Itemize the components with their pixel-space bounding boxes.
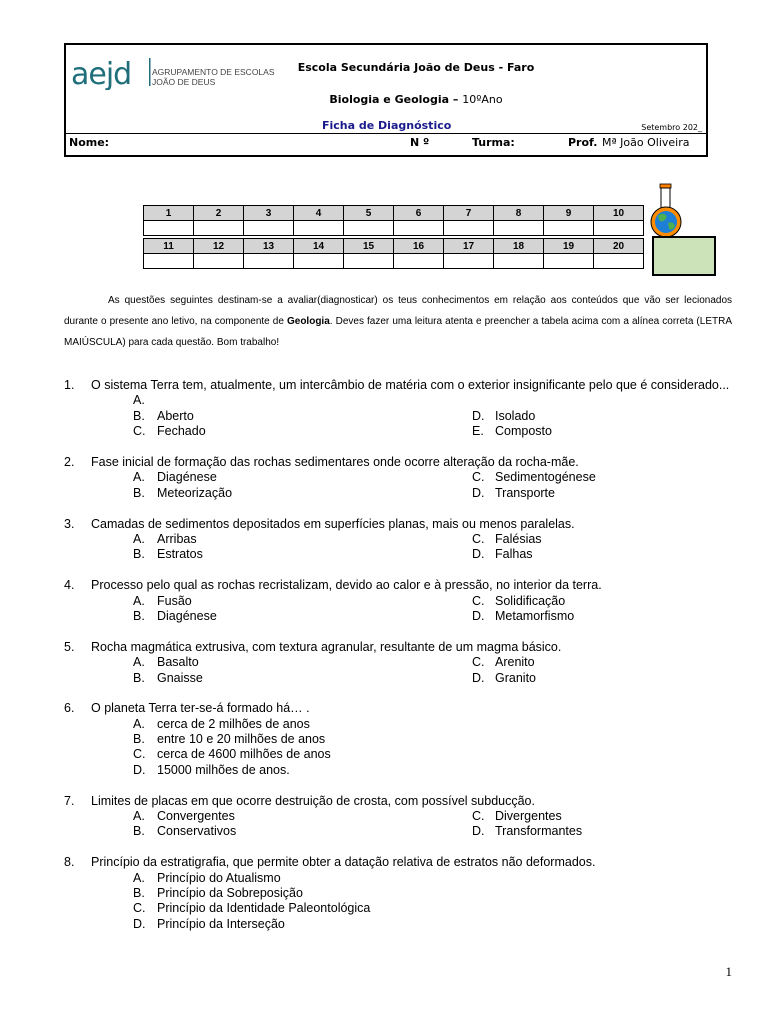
student-info-row bbox=[66, 133, 706, 155]
question-text: O planeta Terra ter-se-á formado há… . bbox=[91, 701, 310, 716]
option-text: Metamorfismo bbox=[495, 608, 575, 623]
option-text: Transformantes bbox=[495, 824, 583, 839]
answer-option bbox=[64, 871, 734, 886]
grid-question-number: 17 bbox=[444, 239, 494, 254]
school-name: Escola Secundária João de Deus - Faro bbox=[297, 61, 535, 74]
questions-list bbox=[64, 378, 734, 948]
grid-question-number: 7 bbox=[444, 206, 494, 221]
option-letter: C. bbox=[472, 470, 485, 485]
question-number: 5. bbox=[64, 639, 75, 654]
option-letter: D. bbox=[133, 762, 146, 777]
answer-option bbox=[64, 747, 734, 762]
grid-question-number: 14 bbox=[294, 239, 344, 254]
option-text: Transporte bbox=[495, 485, 555, 500]
option-letter: C. bbox=[472, 809, 485, 824]
option-letter: B. bbox=[133, 608, 145, 623]
option-letter: C. bbox=[472, 593, 485, 608]
answer-option-row bbox=[64, 547, 734, 562]
answer-option-row bbox=[64, 609, 734, 624]
numero-label: N º bbox=[410, 136, 430, 149]
option-letter: A. bbox=[133, 470, 145, 485]
logo-letters: aejd bbox=[71, 57, 132, 90]
answer-grid bbox=[143, 205, 644, 269]
option-text: Sedimentogénese bbox=[495, 470, 596, 485]
answer-option-row bbox=[64, 424, 734, 439]
option-text: Falhas bbox=[495, 547, 533, 562]
grid-answer-cell[interactable] bbox=[294, 254, 344, 269]
logo-caption-line1: AGRUPAMENTO DE ESCOLAS bbox=[152, 67, 275, 77]
option-text: Divergentes bbox=[495, 809, 562, 824]
grade-box bbox=[652, 236, 716, 276]
option-text: Granito bbox=[495, 670, 536, 685]
option-text: Convergentes bbox=[157, 809, 235, 824]
option-letter: D. bbox=[472, 824, 485, 839]
grid-answer-cell[interactable] bbox=[544, 221, 594, 236]
question-number: 2. bbox=[64, 454, 75, 469]
option-text: entre 10 e 20 milhões de anos bbox=[157, 732, 326, 747]
question-text: Processo pelo qual as rochas recristalizam, devido ao calor e à pressão, no interior da terra. bbox=[91, 578, 602, 593]
option-letter: A. bbox=[133, 870, 145, 885]
option-text: Basalto bbox=[157, 655, 199, 670]
subject-name: Biologia e Geologia bbox=[329, 93, 450, 106]
question-item bbox=[64, 701, 734, 778]
page-number: 1 bbox=[725, 964, 732, 979]
option-text: Arenito bbox=[495, 655, 535, 670]
option-letter: D. bbox=[472, 485, 485, 500]
option-text: Diagénese bbox=[157, 470, 217, 485]
option-letter: B. bbox=[133, 408, 145, 423]
grid-question-number: 19 bbox=[544, 239, 594, 254]
grid-answer-cell[interactable] bbox=[494, 254, 544, 269]
option-letter: B. bbox=[133, 824, 145, 839]
option-text: Estratos bbox=[157, 547, 203, 562]
answer-option-row bbox=[64, 824, 734, 839]
option-text: Conservativos bbox=[157, 824, 237, 839]
grid-answer-cell[interactable] bbox=[194, 221, 244, 236]
prof-label: Prof. bbox=[568, 136, 598, 149]
grid-question-number: 2 bbox=[194, 206, 244, 221]
question-text: Fase inicial de formação das rochas sedimentares onde ocorre alteração da rocha-mãe. bbox=[91, 454, 579, 469]
grid-question-number: 10 bbox=[594, 206, 644, 221]
option-letter: B. bbox=[133, 547, 145, 562]
option-letter: B. bbox=[133, 670, 145, 685]
question-number: 1. bbox=[64, 378, 75, 392]
question-text: O sistema Terra tem, atualmente, um intercâmbio de matéria com o exterior insignificante pelo que é considerado... bbox=[91, 378, 730, 392]
flask-globe-icon bbox=[648, 183, 688, 239]
grid-question-number: 8 bbox=[494, 206, 544, 221]
grid-answer-cell[interactable] bbox=[344, 254, 394, 269]
answer-option-row bbox=[64, 671, 734, 686]
option-letter: C. bbox=[472, 655, 485, 670]
option-text: Princípio da Interseção bbox=[157, 916, 285, 931]
grid-answer-cell[interactable] bbox=[244, 221, 294, 236]
answer-option bbox=[64, 917, 734, 932]
option-letter: A. bbox=[133, 809, 145, 824]
option-text: Aberto bbox=[157, 408, 194, 423]
option-text: Arribas bbox=[157, 531, 197, 546]
grid-question-number: 5 bbox=[344, 206, 394, 221]
instructions-paragraph bbox=[64, 290, 732, 353]
question-text: Rocha magmática extrusiva, com textura agranular, resultante de um magma básico. bbox=[91, 639, 562, 654]
option-text: Princípio da Identidade Paleontológica bbox=[157, 901, 371, 916]
intro-text-1: As questões seguintes destinam-se a avaliar(diagnosticar) os teus conhecimentos em relação aos conteúdos que vão ser lecionados durante o presente ano letivo, na componente de bbox=[64, 295, 732, 327]
option-letter: E. bbox=[472, 424, 484, 439]
question-item bbox=[64, 378, 734, 440]
answer-option-row bbox=[64, 594, 734, 609]
option-text: Fusão bbox=[157, 593, 192, 608]
option-text: Princípio do Atualismo bbox=[157, 870, 281, 885]
nome-label: Nome: bbox=[69, 136, 110, 149]
subject-line bbox=[66, 93, 706, 106]
answer-option-row bbox=[64, 486, 734, 501]
grid-question-number: 1 bbox=[144, 206, 194, 221]
question-number: 6. bbox=[64, 701, 75, 716]
grid-question-number: 18 bbox=[494, 239, 544, 254]
grid-answer-cell[interactable] bbox=[344, 221, 394, 236]
option-letter: D. bbox=[472, 670, 485, 685]
option-text: Solidificação bbox=[495, 593, 566, 608]
intro-text-2: . Deves fazer uma leitura atenta e preencher a tabela acima com a alínea correta (LETRA MAIÚSCULA) para cada questão. Bom trabalho! bbox=[64, 316, 732, 348]
grid-answer-cell[interactable] bbox=[244, 254, 294, 269]
answer-option-row bbox=[64, 655, 734, 670]
option-text: Falésias bbox=[495, 531, 542, 546]
answer-option bbox=[64, 763, 734, 778]
question-item bbox=[64, 578, 734, 624]
question-number: 7. bbox=[64, 793, 75, 808]
question-text: Limites de placas em que ocorre destruição de crosta, com possível subducção. bbox=[91, 793, 535, 808]
question-number: 4. bbox=[64, 578, 75, 593]
option-letter: D. bbox=[472, 408, 485, 423]
answer-option-row bbox=[64, 809, 734, 824]
grid-question-number: 9 bbox=[544, 206, 594, 221]
grid-question-number: 20 bbox=[594, 239, 644, 254]
option-letter: C. bbox=[133, 424, 146, 439]
option-text: Isolado bbox=[495, 408, 536, 423]
grid-answer-cell[interactable] bbox=[444, 221, 494, 236]
grid-question-number: 11 bbox=[144, 239, 194, 254]
question-text: Princípio da estratigrafia, que permite obter a datação relativa de estratos não deformados. bbox=[91, 855, 596, 870]
option-letter: A. bbox=[133, 716, 145, 731]
question-item bbox=[64, 455, 734, 501]
question-item bbox=[64, 794, 734, 840]
option-letter: B. bbox=[133, 886, 145, 901]
intro-bold-geologia: Geologia bbox=[286, 316, 330, 327]
option-text: Meteorização bbox=[157, 485, 233, 500]
option-letter: C. bbox=[472, 531, 485, 546]
grid-question-number: 6 bbox=[394, 206, 444, 221]
subject-dash: – bbox=[452, 93, 459, 106]
grid-answer-cell[interactable] bbox=[544, 254, 594, 269]
question-item bbox=[64, 640, 734, 686]
turma-label: Turma: bbox=[472, 136, 515, 149]
question-item bbox=[64, 855, 734, 932]
question-item bbox=[64, 517, 734, 563]
option-text: 15000 milhões de anos. bbox=[157, 762, 290, 777]
grid-question-number: 4 bbox=[294, 206, 344, 221]
grid-question-number: 15 bbox=[344, 239, 394, 254]
option-letter: C. bbox=[133, 901, 146, 916]
option-letter: A. bbox=[133, 531, 145, 546]
option-letter: D. bbox=[472, 608, 485, 623]
document-title: Ficha de Diagnóstico bbox=[322, 119, 452, 132]
grid-answer-cell[interactable] bbox=[144, 254, 194, 269]
option-text: Diagénese bbox=[157, 608, 217, 623]
logo-caption-line2: JOÃO DE DEUS bbox=[152, 77, 216, 87]
option-text: cerca de 4600 milhões de anos bbox=[157, 747, 331, 762]
question-number: 3. bbox=[64, 516, 75, 531]
answer-option bbox=[64, 393, 734, 408]
grid-answer-cell[interactable] bbox=[394, 254, 444, 269]
option-text: Fechado bbox=[157, 424, 206, 439]
option-letter: B. bbox=[133, 732, 145, 747]
grid-answer-cell[interactable] bbox=[494, 221, 544, 236]
option-text: cerca de 2 milhões de anos bbox=[157, 716, 310, 731]
school-year: 10ºAno bbox=[462, 93, 503, 106]
option-text: Gnaisse bbox=[157, 670, 203, 685]
grid-question-number: 13 bbox=[244, 239, 294, 254]
answer-option bbox=[64, 717, 734, 732]
answer-option-row bbox=[64, 409, 734, 424]
grid-question-number: 3 bbox=[244, 206, 294, 221]
grid-question-number: 12 bbox=[194, 239, 244, 254]
grid-answer-cell[interactable] bbox=[144, 221, 194, 236]
option-letter: A. bbox=[133, 593, 145, 608]
answer-option bbox=[64, 732, 734, 747]
option-letter: A. bbox=[133, 655, 145, 670]
answer-option bbox=[64, 901, 734, 916]
grid-answer-cell[interactable] bbox=[194, 254, 244, 269]
grid-answer-cell[interactable] bbox=[394, 221, 444, 236]
prof-name: Mª João Oliveira bbox=[602, 136, 690, 149]
document-date: Setembro 202_ bbox=[641, 123, 702, 132]
grid-answer-cell[interactable] bbox=[594, 221, 644, 236]
grid-answer-cell[interactable] bbox=[294, 221, 344, 236]
option-text: Composto bbox=[495, 424, 552, 439]
grid-answer-cell[interactable] bbox=[594, 254, 644, 269]
option-text: Princípio da Sobreposição bbox=[157, 886, 303, 901]
grid-answer-cell[interactable] bbox=[444, 254, 494, 269]
document-header bbox=[64, 43, 708, 157]
question-text: Camadas de sedimentos depositados em superfícies planas, mais ou menos paralelas. bbox=[91, 516, 575, 531]
answer-option-row bbox=[64, 532, 734, 547]
answer-option-row bbox=[64, 470, 734, 485]
option-letter: C. bbox=[133, 747, 146, 762]
answer-option bbox=[64, 886, 734, 901]
grid-question-number: 16 bbox=[394, 239, 444, 254]
option-letter: B. bbox=[133, 485, 145, 500]
question-number: 8. bbox=[64, 855, 75, 870]
option-letter: A. bbox=[133, 393, 145, 408]
option-letter: D. bbox=[472, 547, 485, 562]
option-letter: D. bbox=[133, 916, 146, 931]
